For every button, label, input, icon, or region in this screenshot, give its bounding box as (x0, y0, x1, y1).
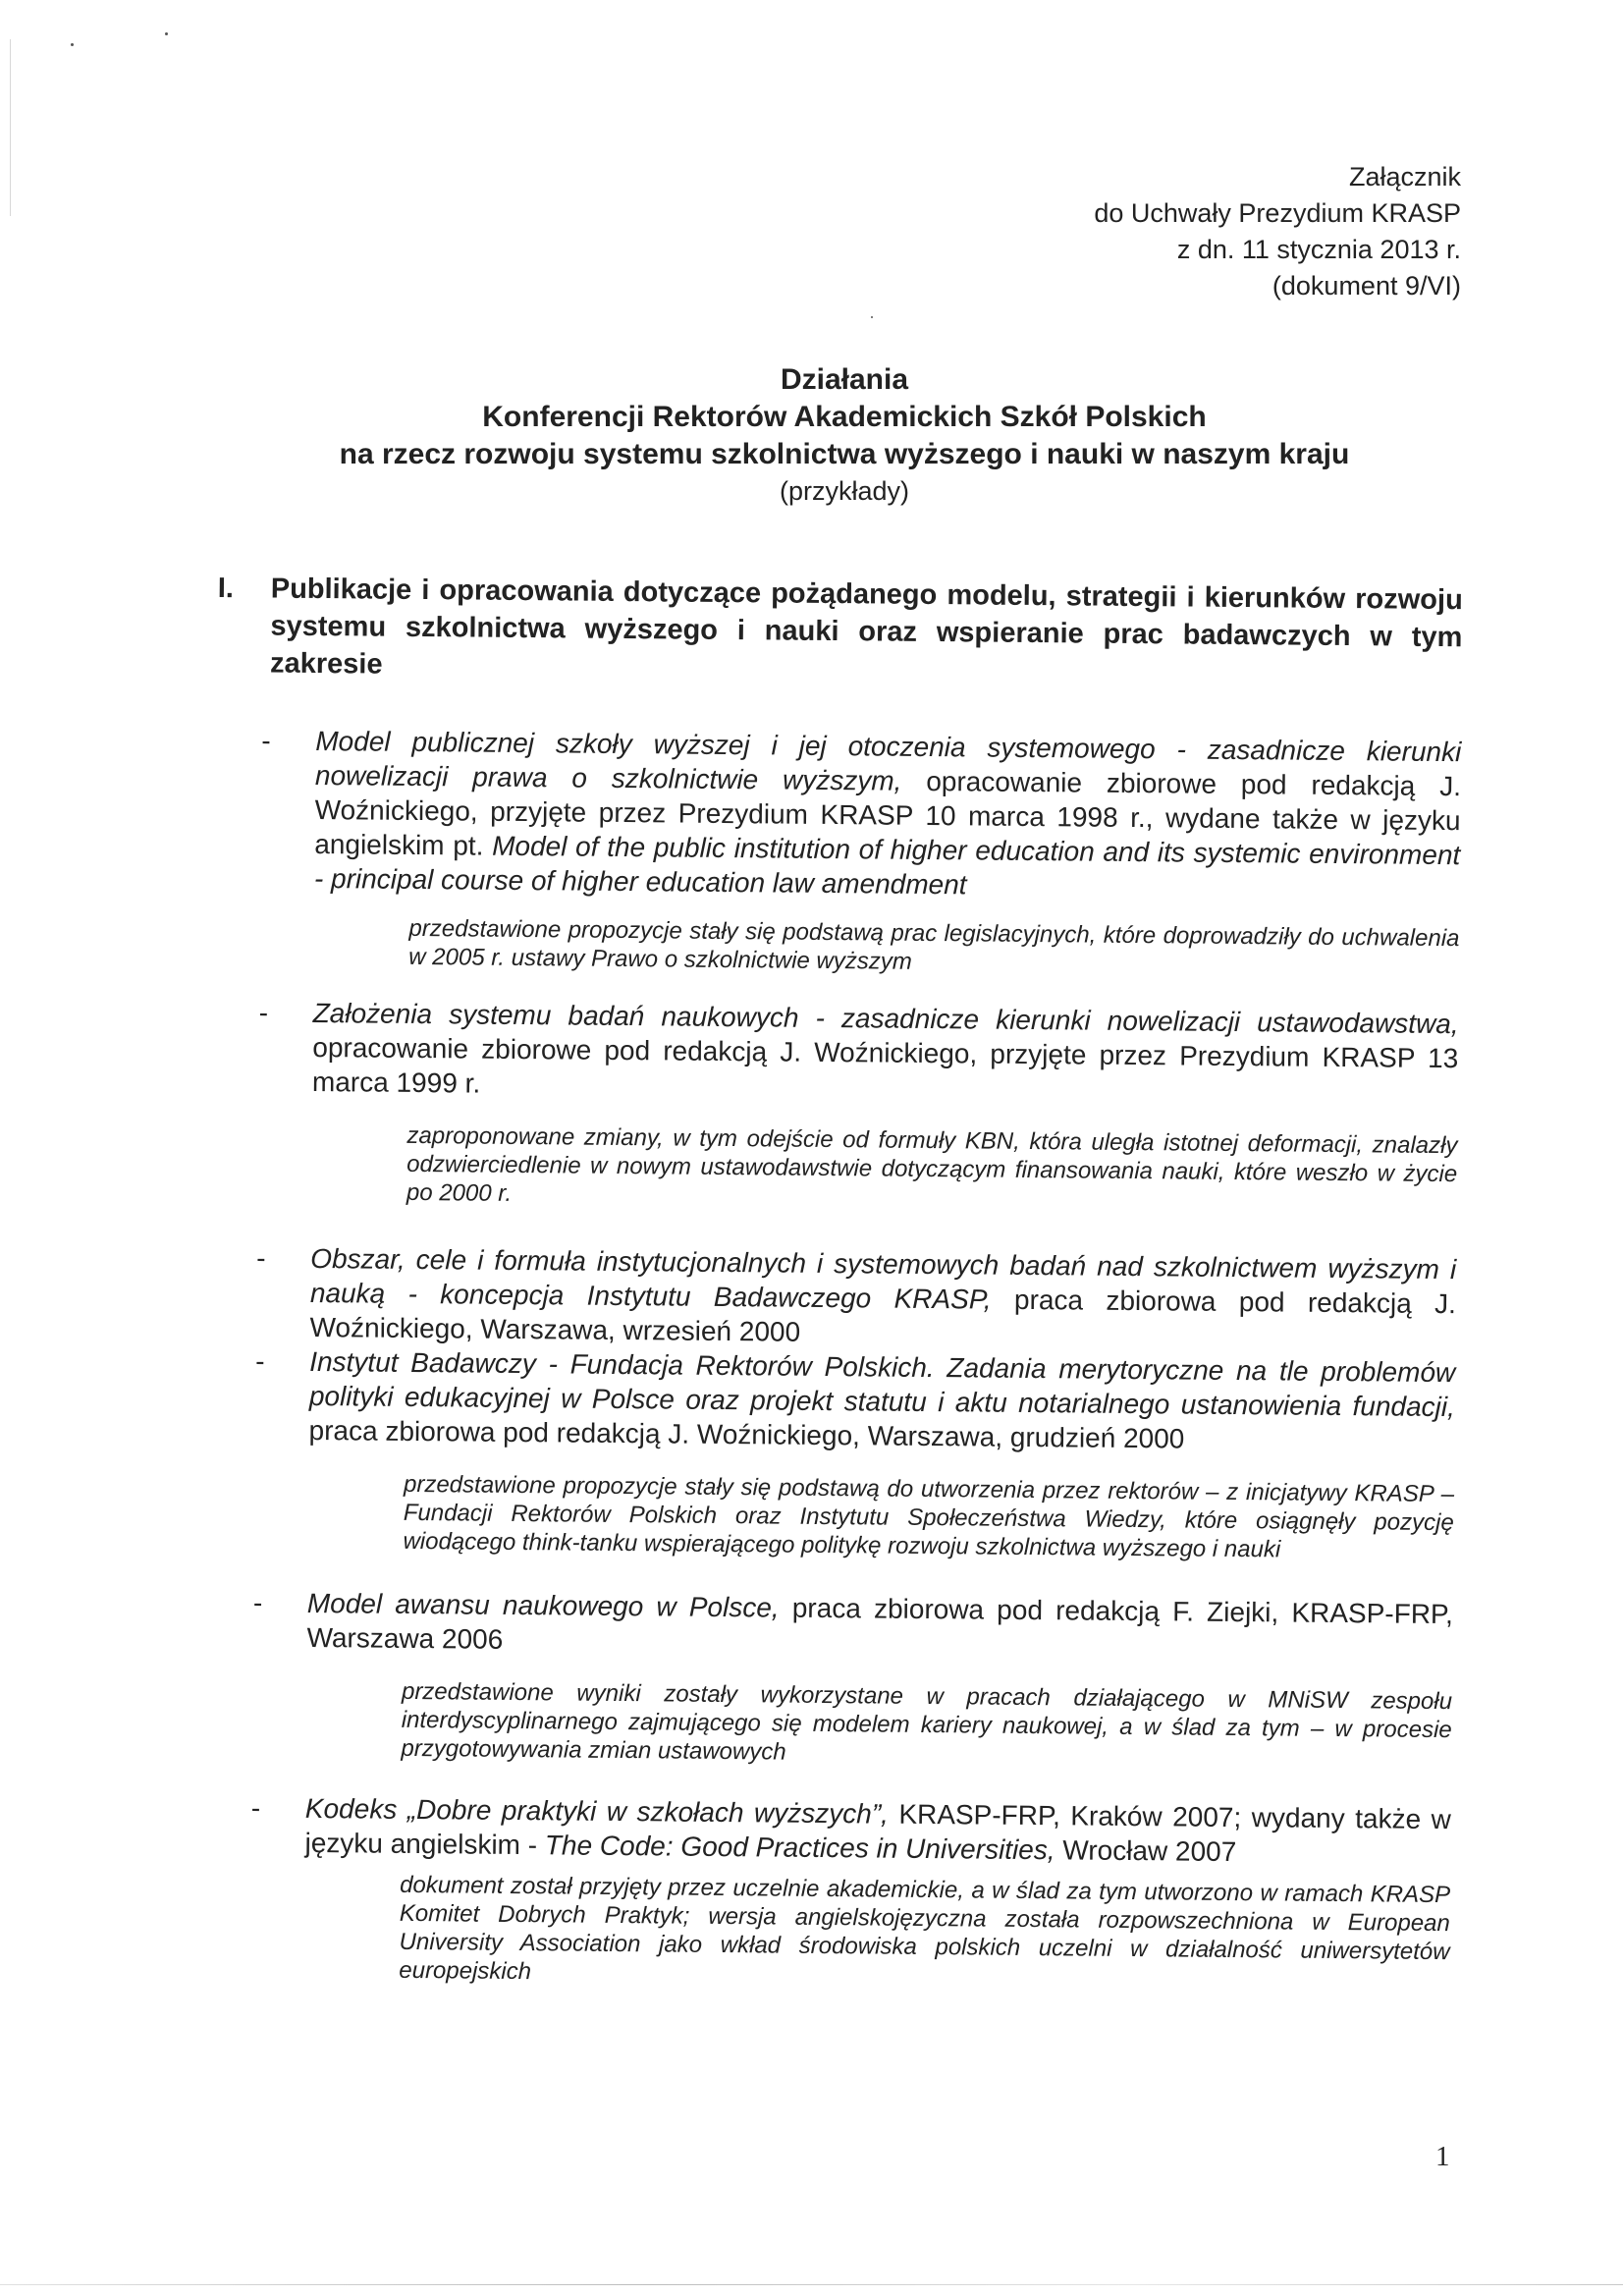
entry-italic-title: Model publicznej szkoły wyższej i jej otoczenia systemowego - zasadnicze kierunki nowelizacji prawa o szkolnictwie wyższym, (314, 725, 1462, 796)
list-bullet: - (250, 1792, 261, 1824)
section-number: I. (217, 573, 235, 605)
scan-speck (71, 43, 74, 46)
title-line-1: Działania (780, 363, 909, 396)
entry-italic-title: Instytut Badawczy - Fundacja Rektorów Polskich. Zadania merytoryczne na tle problemów polityki edukacyjnej w Polsce oraz projekt statutu i aktu notarialnego ustanowienia fundacji, (308, 1345, 1456, 1423)
annex-resolution: do Uchwały Prezydium KRASP (1094, 198, 1461, 228)
page-number: 1 (1435, 2141, 1450, 2172)
entry-text: praca zbiorowa pod redakcją J. Woźnickiego, Warszawa, wrzesień 2000 (309, 1284, 1457, 1347)
scan-speck (871, 316, 873, 318)
list-bullet: - (256, 1242, 266, 1274)
list-item (208, 1240, 1456, 1355)
title-line-2: Konferencji Rektorów Akademickich Szkół Polskich (482, 401, 1207, 433)
list-bullet: - (258, 997, 269, 1028)
list-bullet: - (255, 1345, 265, 1377)
entry-text: opracowanie zbiorowe pod redakcją J. Woźnickiego, przyjęte przez Prezydium KRASP 10 marca 1998 r., wydane także w języku angielskim pt. (314, 765, 1462, 861)
section-1 (202, 570, 1463, 1995)
list-bullet: - (252, 1587, 263, 1618)
list-item (211, 995, 1459, 1110)
entry-note: dokument został przyjęty przez uczelnie akademickie, a w ślad za tym utworzono w ramach KRASP Komitet Dobrych Praktyk; wersja angielskojęzyczna została rozpowszechniona w European University Association jako wkład środowiska polskich uczelni w działalność uniwersytetów europejskich (399, 1871, 1451, 1986)
scan-edge-bottom (0, 2284, 1623, 2285)
entry-note: przedstawione propozycje stały się podstawą do utworzenia przez rektorów – z inicjatywy KRASP – Fundacji Rektorów Polskich oraz Instytutu Społeczeństwa Wiedzy, które osiągnęły pozycję wiodącego think-tanku wspierającego politykę rozwoju szkolnictwa wyższego i nauki (403, 1470, 1455, 1563)
list-item (205, 1585, 1453, 1666)
annex-label: Załącznik (1348, 162, 1461, 191)
entry-text-tail: Wrocław 2007 (1055, 1834, 1237, 1868)
entry-italic-title: Model awansu naukowego w Polsce, (306, 1587, 780, 1623)
annex-document-number: (dokument 9/VI) (1271, 271, 1461, 301)
list-item (213, 723, 1462, 906)
entry-italic-tail: Model of the public institution of higher education and its systemic environment - principal course of higher education law amendment (313, 830, 1461, 901)
entry-note: przedstawione propozycje stały się podstawą prac legislacyjnych, które doprowadziły do uchwalenia w 2005 r. ustawy Prawo o szkolnictwie wyższym (408, 914, 1460, 975)
title-subtitle: (przykłady) (779, 476, 910, 506)
entry-text: praca zbiorowa pod redakcją F. Ziejki, KRASP-FRP, Warszawa 2006 (306, 1592, 1453, 1655)
entry-italic-title: Obszar, cele i formuła instytucjonalnych i systemowych badań nad szkolnictwem wyższym i nauką - koncepcja Instytutu Badawczego KRASP, (309, 1242, 1457, 1315)
entry-note: przedstawione wyniki zostały wykorzystane w pracach działającego w MNiSW zespołu interdyscyplinarnego zajmującego się modelem kariery naukowej, a w ślad za tym – w procesie przygotowywania zmian ustawowych (401, 1677, 1453, 1766)
scan-edge-left (10, 39, 11, 216)
entry-text: praca zbiorowa pod redakcją J. Woźnickiego, Warszawa, grudzień 2000 (308, 1414, 1185, 1454)
entry-text: KRASP-FRP, Kraków 2007; wydany także w języku angielskim - (304, 1798, 1451, 1861)
entry-italic-title: Założenia systemu badań naukowych - zasadnicze kierunki nowelizacji ustawodawstwa, (312, 997, 1459, 1040)
title-line-3: na rzecz rozwoju systemu szkolnictwa wyższego i nauki w naszym kraju (339, 438, 1350, 470)
list-bullet: - (261, 725, 271, 756)
section-heading-text: Publikacje i opracowania dotyczące pożądanego modelu, strategii i kierunków rozwoju systemu szkolnictwa wyższego i nauki oraz wspieranie prac badawczych w tym zakresie (269, 573, 1463, 681)
entry-italic-tail: The Code: Good Practices in Universities, (544, 1830, 1055, 1866)
scan-speck (165, 32, 168, 35)
annex-header (1094, 159, 1461, 304)
entry-note: zaproponowane zmiany, w tym odejście od formuły KBN, która uległa istotnej deformacji, znalazły odzwierciedlenie w nowym ustawodawstwie dotyczącym finansowania nauki, które weszło w życie po 2000 r. (406, 1121, 1458, 1207)
entry-text: opracowanie zbiorowe pod redakcją J. Woźnickiego, przyjęte przez Prezydium KRASP 13 marca 1999 r. (311, 1031, 1459, 1099)
section-heading (215, 570, 1463, 693)
list-item (203, 1790, 1451, 1871)
list-item (207, 1343, 1455, 1458)
document-title (236, 361, 1453, 509)
entry-italic-title: Kodeks „Dobre praktyki w szkołach wyższych”, (304, 1792, 890, 1830)
annex-date: z dn. 11 stycznia 2013 r. (1176, 235, 1461, 264)
